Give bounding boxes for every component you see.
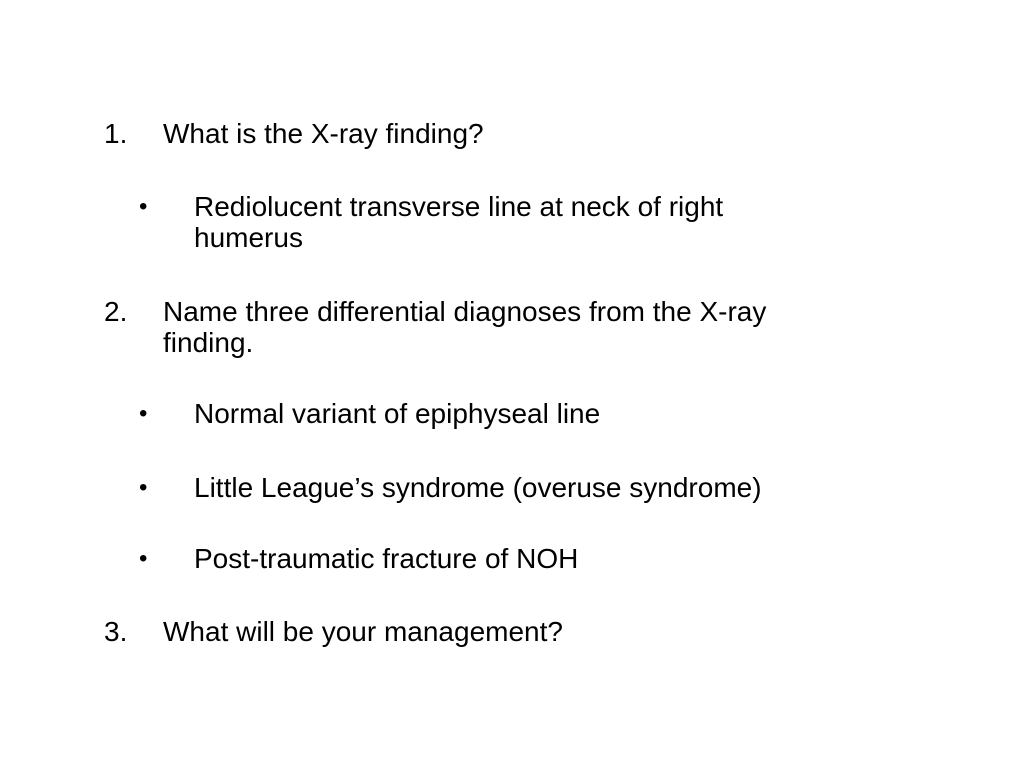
question-2-answer-2: Little League’s syndrome (overuse syndrome) xyxy=(194,472,762,503)
bullet-icon: • xyxy=(139,400,148,427)
question-2-answer-1: Normal variant of epiphyseal line xyxy=(194,398,601,429)
question-1-number: 1. xyxy=(104,118,128,149)
bullet-icon: • xyxy=(139,193,148,220)
question-1-answer-1: Rediolucent transverse line at neck of right humerus xyxy=(194,191,724,253)
question-3-number: 3. xyxy=(104,616,128,647)
question-1-text: What is the X-ray finding? xyxy=(163,118,484,149)
question-2-text: Name three differential diagnoses from the X-ray finding. xyxy=(163,296,767,358)
bullet-icon: • xyxy=(139,474,148,501)
question-2-answer-3: Post-traumatic fracture of NOH xyxy=(194,543,579,574)
question-3-text: What will be your management? xyxy=(163,616,563,647)
bullet-icon: • xyxy=(139,545,148,572)
question-2-number: 2. xyxy=(104,296,128,327)
